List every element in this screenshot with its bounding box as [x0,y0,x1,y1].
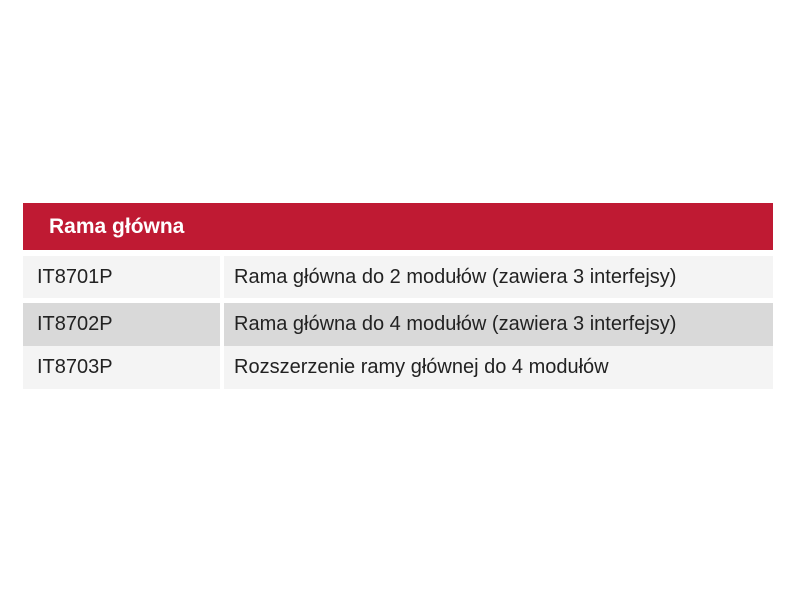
table-header [23,203,773,250]
table-row [23,256,773,298]
model-cell: IT8703P [23,346,220,389]
description-cell: Rama główna do 4 modułów (zawiera 3 interfejsy) [224,303,773,346]
model-cell: IT8701P [23,256,220,298]
description-cell: Rama główna do 2 modułów (zawiera 3 interfejsy) [224,256,773,298]
model-cell: IT8702P [23,303,220,346]
table-row [23,346,773,389]
product-table [23,203,773,389]
table-header-title: Rama główna [49,214,185,238]
table-row [23,303,773,346]
description-cell: Rozszerzenie ramy głównej do 4 modułów [224,346,773,389]
